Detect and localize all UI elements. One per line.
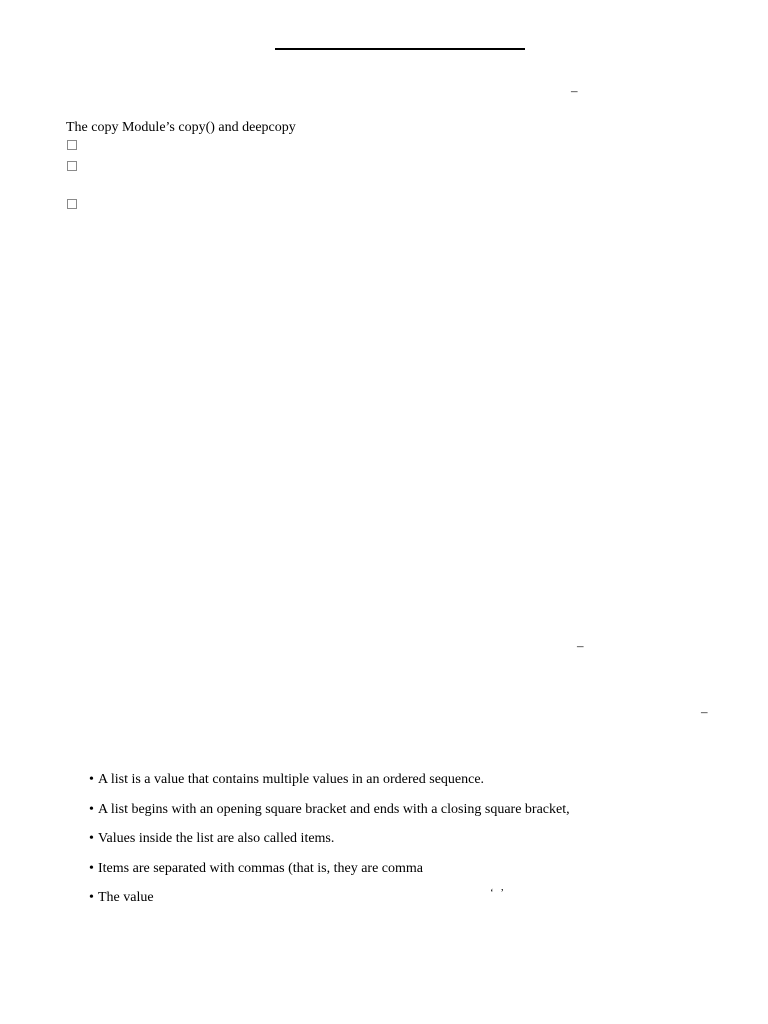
stray-quote-marks: ‘ ’ bbox=[490, 887, 507, 899]
title-underline-rule bbox=[275, 48, 525, 50]
bullet-item bbox=[89, 801, 570, 818]
bullet-item bbox=[89, 771, 570, 788]
section-heading: The copy Module’s copy() and deepcopy bbox=[66, 120, 296, 135]
bullet-dot-icon: • bbox=[89, 831, 94, 846]
bullet-dot-icon: • bbox=[89, 801, 94, 817]
empty-checkbox-icon bbox=[67, 161, 77, 171]
bullet-dot-icon: • bbox=[89, 890, 94, 905]
empty-checkbox-icon bbox=[67, 199, 77, 209]
dash-mark: – bbox=[571, 83, 578, 98]
bullet-item bbox=[89, 860, 570, 877]
bullet-text: The value bbox=[98, 890, 154, 905]
dash-mark: – bbox=[577, 638, 584, 653]
bullet-text: Items are separated with commas (that is, they are comma bbox=[98, 860, 423, 876]
bullet-text: A list is a value that contains multiple values in an ordered sequence. bbox=[98, 772, 485, 787]
bullet-item bbox=[89, 830, 570, 847]
bullet-text: Values inside the list are also called items. bbox=[98, 831, 335, 846]
bullet-text: A list begins with an opening square bracket and ends with a closing square bracket, bbox=[98, 801, 570, 817]
bullet-dot-icon: • bbox=[89, 860, 94, 876]
dash-mark: – bbox=[701, 704, 708, 719]
bullet-dot-icon: • bbox=[89, 772, 94, 787]
empty-checkbox-icon bbox=[67, 140, 77, 150]
